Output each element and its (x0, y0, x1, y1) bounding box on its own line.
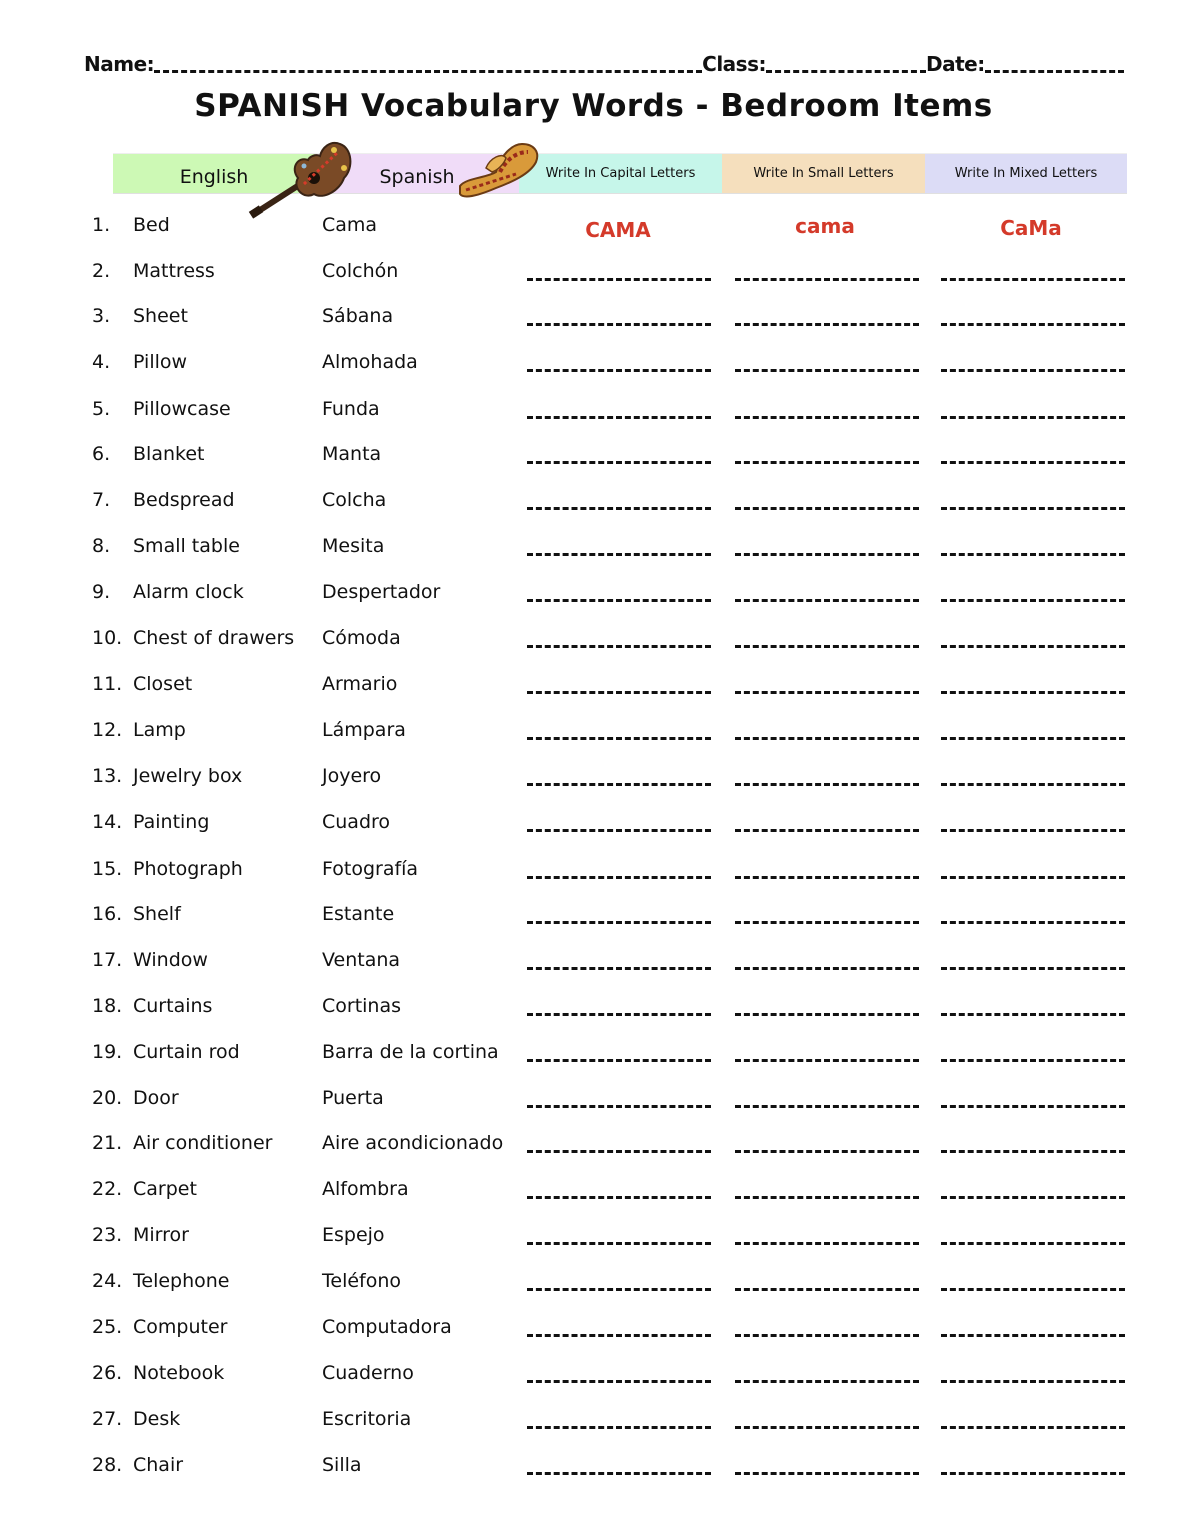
vocab-row (0, 1041, 1187, 1071)
capital-letters-blank[interactable] (527, 1472, 711, 1475)
vocab-row (0, 351, 1187, 381)
mixed-letters-blank[interactable] (941, 553, 1125, 556)
spanish-word: Mesita (322, 535, 385, 557)
small-letters-blank[interactable] (735, 461, 919, 464)
capital-letters-blank[interactable] (527, 369, 711, 372)
small-letters-blank[interactable] (735, 921, 919, 924)
mixed-letters-blank[interactable] (941, 1334, 1125, 1337)
vocab-row (0, 811, 1187, 841)
spanish-word: Silla (322, 1454, 362, 1476)
spanish-word: Manta (322, 443, 382, 465)
mixed-letters-blank[interactable] (941, 829, 1125, 832)
small-letters-blank[interactable] (735, 783, 919, 786)
small-letters-blank[interactable] (735, 691, 919, 694)
capital-letters-blank[interactable] (527, 1150, 711, 1153)
spanish-word: Cómoda (322, 627, 401, 649)
spanish-word: Teléfono (322, 1270, 402, 1292)
english-word: Mattress (133, 260, 215, 282)
mixed-letters-blank[interactable] (941, 967, 1125, 970)
small-letters-blank[interactable] (735, 876, 919, 879)
spanish-word: Almohada (322, 351, 418, 373)
name-label: Name: (84, 52, 155, 76)
vocab-row (0, 1408, 1187, 1438)
english-word: Desk (133, 1408, 181, 1430)
header-small-letters: Write In Small Letters (722, 154, 925, 193)
example-capital: CAMA (585, 218, 651, 242)
small-letters-blank[interactable] (735, 1334, 919, 1337)
spanish-word: Cama (322, 214, 378, 236)
mixed-letters-blank[interactable] (941, 1150, 1125, 1153)
example-small: cama (795, 214, 855, 238)
class-label: Class: (702, 52, 766, 76)
mixed-letters-blank[interactable] (941, 1380, 1125, 1383)
english-word: Chest of drawers (133, 627, 295, 649)
mixed-letters-blank[interactable] (941, 876, 1125, 879)
item-number: 11. (92, 673, 123, 695)
spanish-word: Fotografía (322, 858, 419, 880)
capital-letters-blank[interactable] (527, 1105, 711, 1108)
english-word: Curtain rod (133, 1041, 240, 1063)
spanish-word: Lámpara (322, 719, 406, 741)
english-word: Jewelry box (133, 765, 243, 787)
item-number: 9. (92, 581, 111, 603)
vocab-row (0, 443, 1187, 473)
mixed-letters-blank[interactable] (941, 1105, 1125, 1108)
spanish-word: Cuaderno (322, 1362, 414, 1384)
item-number: 5. (92, 398, 111, 420)
date-blank[interactable] (985, 69, 1124, 73)
english-word: Chair (133, 1454, 184, 1476)
vocab-row (0, 1224, 1187, 1254)
item-number: 1. (92, 214, 111, 236)
small-letters-blank[interactable] (735, 1150, 919, 1153)
mixed-letters-blank[interactable] (941, 461, 1125, 464)
capital-letters-blank[interactable] (527, 1196, 711, 1199)
spanish-word: Ventana (322, 949, 401, 971)
spanish-word: Computadora (322, 1316, 452, 1338)
spanish-word: Colcha (322, 489, 387, 511)
capital-letters-blank[interactable] (527, 323, 711, 326)
item-number: 15. (92, 858, 123, 880)
item-number: 3. (92, 305, 111, 327)
item-number: 10. (92, 627, 123, 649)
capital-letters-blank[interactable] (527, 1380, 711, 1383)
small-letters-blank[interactable] (735, 967, 919, 970)
student-info-line (84, 48, 1124, 76)
capital-letters-blank[interactable] (527, 416, 711, 419)
small-letters-blank[interactable] (735, 1105, 919, 1108)
spanish-word: Puerta (322, 1087, 384, 1109)
item-number: 14. (92, 811, 123, 833)
english-word: Lamp (133, 719, 186, 741)
page-title: SPANISH Vocabulary Words - Bedroom Items (194, 88, 993, 124)
english-word: Sheet (133, 305, 188, 327)
vocab-row (0, 995, 1187, 1025)
mixed-letters-blank[interactable] (941, 369, 1125, 372)
vocab-row (0, 214, 1187, 244)
item-number: 24. (92, 1270, 123, 1292)
item-number: 27. (92, 1408, 123, 1430)
capital-letters-blank[interactable] (527, 599, 711, 602)
mixed-letters-blank[interactable] (941, 1059, 1125, 1062)
english-word: Air conditioner (133, 1132, 273, 1154)
item-number: 25. (92, 1316, 123, 1338)
vocab-row (0, 581, 1187, 611)
vocab-row (0, 305, 1187, 335)
small-letters-blank[interactable] (735, 1288, 919, 1291)
item-number: 13. (92, 765, 123, 787)
date-label: Date: (925, 52, 985, 76)
mixed-letters-blank[interactable] (941, 921, 1125, 924)
spanish-word: Funda (322, 398, 380, 420)
small-letters-blank[interactable] (735, 323, 919, 326)
header-english: English (113, 154, 315, 193)
english-word: Pillowcase (133, 398, 231, 420)
english-word: Painting (133, 811, 210, 833)
capital-letters-blank[interactable] (527, 645, 711, 648)
vocab-row (0, 627, 1187, 657)
item-number: 23. (92, 1224, 123, 1246)
guitar-icon (248, 138, 358, 220)
english-word: Notebook (133, 1362, 225, 1384)
mixed-letters-blank[interactable] (941, 645, 1125, 648)
english-word: Shelf (133, 903, 181, 925)
capital-letters-blank[interactable] (527, 783, 711, 786)
small-letters-blank[interactable] (735, 369, 919, 372)
vocab-row (0, 489, 1187, 519)
small-letters-blank[interactable] (735, 737, 919, 740)
class-blank[interactable] (766, 69, 926, 73)
mixed-letters-blank[interactable] (941, 1472, 1125, 1475)
header-spanish: Spanish (315, 154, 519, 193)
capital-letters-blank[interactable] (527, 553, 711, 556)
small-letters-blank[interactable] (735, 1059, 919, 1062)
capital-letters-blank[interactable] (527, 967, 711, 970)
capital-letters-blank[interactable] (527, 1426, 711, 1429)
small-letters-blank[interactable] (735, 278, 919, 281)
header-capital-letters: Write In Capital Letters (519, 154, 722, 193)
mixed-letters-blank[interactable] (941, 416, 1125, 419)
item-number: 20. (92, 1087, 123, 1109)
spanish-word: Cortinas (322, 995, 402, 1017)
vocab-row (0, 673, 1187, 703)
small-letters-blank[interactable] (735, 1472, 919, 1475)
mixed-letters-blank[interactable] (941, 278, 1125, 281)
vocab-row (0, 535, 1187, 565)
english-word: Mirror (133, 1224, 189, 1246)
english-word: Photograph (133, 858, 243, 880)
mixed-letters-blank[interactable] (941, 323, 1125, 326)
small-letters-blank[interactable] (735, 645, 919, 648)
spanish-word: Sábana (322, 305, 394, 327)
spanish-word: Despertador (322, 581, 441, 603)
item-number: 16. (92, 903, 123, 925)
vocab-row (0, 1087, 1187, 1117)
item-number: 19. (92, 1041, 123, 1063)
small-letters-blank[interactable] (735, 1426, 919, 1429)
small-letters-blank[interactable] (735, 1380, 919, 1383)
vocab-row (0, 398, 1187, 428)
vocab-row (0, 765, 1187, 795)
vocab-row (0, 260, 1187, 290)
mixed-letters-blank[interactable] (941, 783, 1125, 786)
capital-letters-blank[interactable] (527, 921, 711, 924)
vocab-row (0, 1132, 1187, 1162)
item-number: 17. (92, 949, 123, 971)
mixed-letters-blank[interactable] (941, 507, 1125, 510)
item-number: 21. (92, 1132, 123, 1154)
capital-letters-blank[interactable] (527, 737, 711, 740)
vocab-row (0, 1362, 1187, 1392)
english-word: Computer (133, 1316, 228, 1338)
vocab-row (0, 1270, 1187, 1300)
small-letters-blank[interactable] (735, 1196, 919, 1199)
name-blank[interactable] (154, 69, 702, 73)
spanish-word: Aire acondicionado (322, 1132, 504, 1154)
header-mixed-letters: Write In Mixed Letters (925, 154, 1127, 193)
mixed-letters-blank[interactable] (941, 691, 1125, 694)
mixed-letters-blank[interactable] (941, 1288, 1125, 1291)
small-letters-blank[interactable] (735, 507, 919, 510)
spanish-word: Escritoria (322, 1408, 412, 1430)
mixed-letters-blank[interactable] (941, 737, 1125, 740)
capital-letters-blank[interactable] (527, 1334, 711, 1337)
item-number: 7. (92, 489, 111, 511)
spanish-word: Espejo (322, 1224, 385, 1246)
item-number: 2. (92, 260, 111, 282)
capital-letters-blank[interactable] (527, 829, 711, 832)
small-letters-blank[interactable] (735, 553, 919, 556)
vocab-row (0, 858, 1187, 888)
small-letters-blank[interactable] (735, 1242, 919, 1245)
item-number: 28. (92, 1454, 123, 1476)
spanish-word: Alfombra (322, 1178, 409, 1200)
english-word: Closet (133, 673, 193, 695)
english-word: Small table (133, 535, 240, 557)
mixed-letters-blank[interactable] (941, 599, 1125, 602)
mixed-letters-blank[interactable] (941, 1242, 1125, 1245)
capital-letters-blank[interactable] (527, 278, 711, 281)
capital-letters-blank[interactable] (527, 1059, 711, 1062)
item-number: 4. (92, 351, 111, 373)
spanish-word: Cuadro (322, 811, 391, 833)
english-word: Curtains (133, 995, 213, 1017)
item-number: 26. (92, 1362, 123, 1384)
capital-letters-blank[interactable] (527, 1242, 711, 1245)
mixed-letters-blank[interactable] (941, 1426, 1125, 1429)
capital-letters-blank[interactable] (527, 1288, 711, 1291)
english-word: Bed (133, 214, 170, 236)
english-word: Window (133, 949, 208, 971)
vocab-row (0, 903, 1187, 933)
vocab-row (0, 1316, 1187, 1346)
example-mixed: CaMa (1000, 216, 1062, 240)
capital-letters-blank[interactable] (527, 876, 711, 879)
capital-letters-blank[interactable] (527, 1013, 711, 1016)
english-word: Door (133, 1087, 179, 1109)
sombrero-icon (456, 138, 542, 202)
english-word: Bedspread (133, 489, 235, 511)
spanish-word: Armario (322, 673, 398, 695)
item-number: 8. (92, 535, 111, 557)
vocab-row (0, 1454, 1187, 1484)
small-letters-blank[interactable] (735, 1013, 919, 1016)
vocab-row (0, 1178, 1187, 1208)
spanish-word: Colchón (322, 260, 399, 282)
small-letters-blank[interactable] (735, 416, 919, 419)
mixed-letters-blank[interactable] (941, 1013, 1125, 1016)
item-number: 6. (92, 443, 111, 465)
spanish-word: Joyero (322, 765, 382, 787)
capital-letters-blank[interactable] (527, 691, 711, 694)
english-word: Alarm clock (133, 581, 244, 603)
vocab-row (0, 719, 1187, 749)
capital-letters-blank[interactable] (527, 507, 711, 510)
capital-letters-blank[interactable] (527, 461, 711, 464)
small-letters-blank[interactable] (735, 829, 919, 832)
item-number: 22. (92, 1178, 123, 1200)
spanish-word: Estante (322, 903, 395, 925)
small-letters-blank[interactable] (735, 599, 919, 602)
english-word: Telephone (133, 1270, 230, 1292)
english-word: Pillow (133, 351, 188, 373)
item-number: 12. (92, 719, 123, 741)
english-word: Blanket (133, 443, 205, 465)
mixed-letters-blank[interactable] (941, 1196, 1125, 1199)
english-word: Carpet (133, 1178, 197, 1200)
item-number: 18. (92, 995, 123, 1017)
spanish-word: Barra de la cortina (322, 1041, 499, 1063)
vocab-row (0, 949, 1187, 979)
